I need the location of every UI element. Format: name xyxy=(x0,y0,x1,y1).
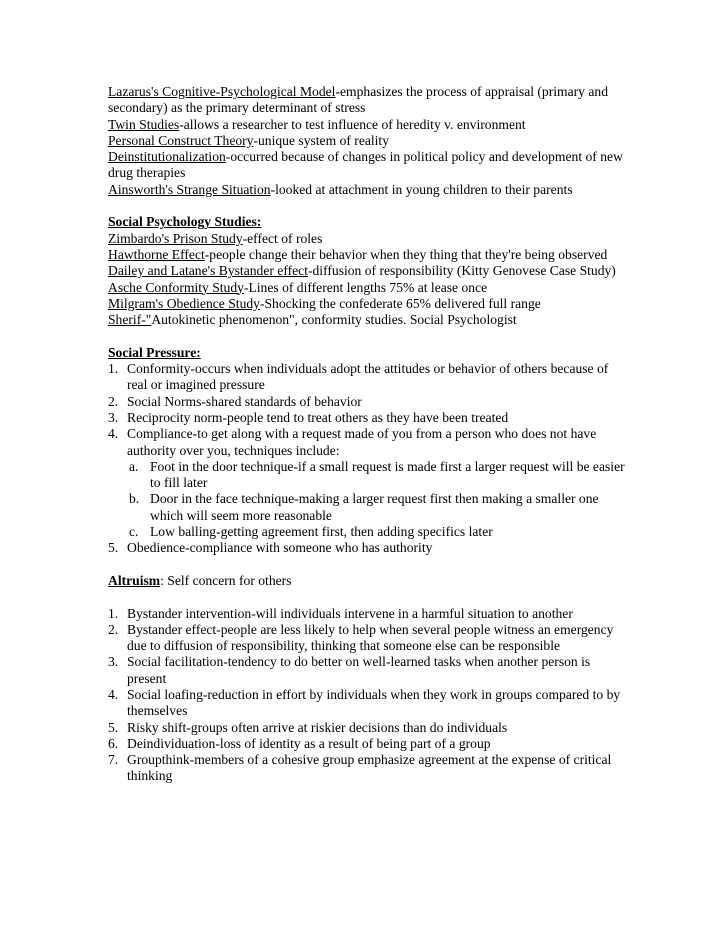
definition: -Lines of different lengths 75% at lease once xyxy=(243,279,488,295)
list-item xyxy=(108,752,628,785)
list-number: 3. xyxy=(108,654,119,670)
study-item xyxy=(108,247,628,263)
list-text: Bystander effect-people are less likely to help when several people witness an emergency due to diffusion of responsibility, thinking that someone else can be responsible xyxy=(127,621,614,654)
list-text: Groupthink-members of a cohesive group emphasize agreement at the expense of critical thinking xyxy=(127,752,612,784)
intro-item xyxy=(108,182,628,198)
intro-item xyxy=(108,133,628,149)
term: Zimbardo's Prison Study xyxy=(108,230,243,246)
term: Twin Studies xyxy=(108,116,180,132)
definition: -looked at attachment in young children to their parents xyxy=(270,181,573,197)
list-text: Compliance-to get along with a request made of you from a person who does not have authority over you, techniques include: xyxy=(127,426,597,458)
list-text: Social Norms-shared standards of behavior xyxy=(127,393,362,409)
list-number: 5. xyxy=(108,540,119,556)
list-text: Reciprocity norm-people tend to treat others as they have been treated xyxy=(127,409,509,425)
list-item xyxy=(108,540,628,556)
list-number: 4. xyxy=(108,426,119,442)
social-studies-section xyxy=(108,214,628,328)
list-text: Conformity-occurs when individuals adopt the attitudes or behavior of others because of real or imagined pressure xyxy=(127,361,609,393)
list-item xyxy=(108,410,628,426)
list-letter: b. xyxy=(129,491,140,507)
list-number: 3. xyxy=(108,409,119,425)
term: Ainsworth's Strange Situation xyxy=(108,181,271,197)
list-number: 7. xyxy=(108,752,119,768)
list-number: 4. xyxy=(108,686,119,702)
term: Personal Construct Theory xyxy=(108,132,254,148)
term: Asche Conformity Study xyxy=(108,279,244,295)
list-text: Bystander intervention-will individuals intervene in a harmful situation to another xyxy=(127,605,573,621)
spacer xyxy=(108,589,628,605)
study-item xyxy=(108,231,628,247)
term: Deinstitutionalization xyxy=(108,149,226,165)
intro-section xyxy=(108,84,628,198)
list-letter: a. xyxy=(129,458,139,474)
list-item xyxy=(108,361,628,394)
list-item xyxy=(108,736,628,752)
list-text: Obedience-compliance with someone who has authority xyxy=(127,540,433,556)
definition: -people change their behavior when they thing that they're being observed xyxy=(204,246,608,262)
list-number: 2. xyxy=(108,393,119,409)
list-item xyxy=(108,426,628,459)
spacer xyxy=(108,198,628,214)
study-item xyxy=(108,296,628,312)
definition: -emphasizes the process of appraisal (primary and secondary) as the primary determinant of stress xyxy=(108,84,608,116)
term: Hawthorne Effect xyxy=(108,246,205,262)
study-item xyxy=(108,263,628,279)
definition: -unique system of reality xyxy=(253,132,390,148)
list-item xyxy=(108,606,628,622)
list-text: Foot in the door technique-if a small request is made first a larger request will be easier to fill later xyxy=(150,458,625,491)
list-item xyxy=(108,654,628,687)
list-number: 1. xyxy=(108,361,119,377)
altruism-definition: : Self concern for others xyxy=(160,572,292,588)
sub-list-item xyxy=(108,491,628,524)
sub-list-item xyxy=(108,524,628,540)
social-pressure-section xyxy=(108,345,628,557)
list-text: Low balling-getting agreement first, then adding specifics later xyxy=(150,524,493,540)
intro-item xyxy=(108,84,628,117)
definition: Autokinetic phenomenon", conformity studies. Social Psychologist xyxy=(151,312,517,328)
list-text: Door in the face technique-making a larger request first then making a smaller one which will seem more reasonable xyxy=(150,491,599,523)
definition: -Shocking the confederate 65% delivered full range xyxy=(259,295,541,311)
intro-item xyxy=(108,117,628,133)
list-item xyxy=(108,622,628,655)
spacer xyxy=(108,557,628,573)
list-number: 2. xyxy=(108,621,119,637)
definition: -effect of roles xyxy=(242,230,323,246)
list-number: 5. xyxy=(108,719,119,735)
definition: -occurred because of changes in political policy and development of new drug therapies xyxy=(108,149,623,181)
definition: -diffusion of responsibility (Kitty Genovese Case Study) xyxy=(307,263,616,279)
section-heading: Social Pressure: xyxy=(108,344,201,360)
definition: -allows a researcher to test influence of heredity v. environment xyxy=(179,116,526,132)
list-number: 1. xyxy=(108,605,119,621)
sub-list-item xyxy=(108,459,628,492)
list-item xyxy=(108,394,628,410)
term: Dailey and Latane's Bystander effect xyxy=(108,263,308,279)
list-number: 6. xyxy=(108,735,119,751)
document-page xyxy=(108,84,628,785)
list-text: Social loafing-reduction in effort by individuals when they work in groups compared to by themselves xyxy=(127,686,621,719)
section-heading xyxy=(108,573,628,589)
list-letter: c. xyxy=(129,524,139,540)
list-item xyxy=(108,720,628,736)
intro-item xyxy=(108,149,628,182)
term: Sherif-" xyxy=(108,312,152,328)
list-text: Risky shift-groups often arrive at riskier decisions than do individuals xyxy=(127,719,508,735)
term: Milgram's Obedience Study xyxy=(108,295,260,311)
term: Lazarus's Cognitive-Psychological Model xyxy=(108,84,336,99)
list-item xyxy=(108,687,628,720)
section-heading: Social Psychology Studies: xyxy=(108,214,262,230)
altruism-section xyxy=(108,573,628,785)
study-item xyxy=(108,312,628,328)
spacer xyxy=(108,328,628,344)
study-item xyxy=(108,280,628,296)
list-text: Social facilitation-tendency to do better on well-learned tasks when another person is present xyxy=(127,654,591,686)
altruism-heading: Altruism xyxy=(108,572,161,588)
list-text: Deindividuation-loss of identity as a result of being part of a group xyxy=(127,735,491,751)
